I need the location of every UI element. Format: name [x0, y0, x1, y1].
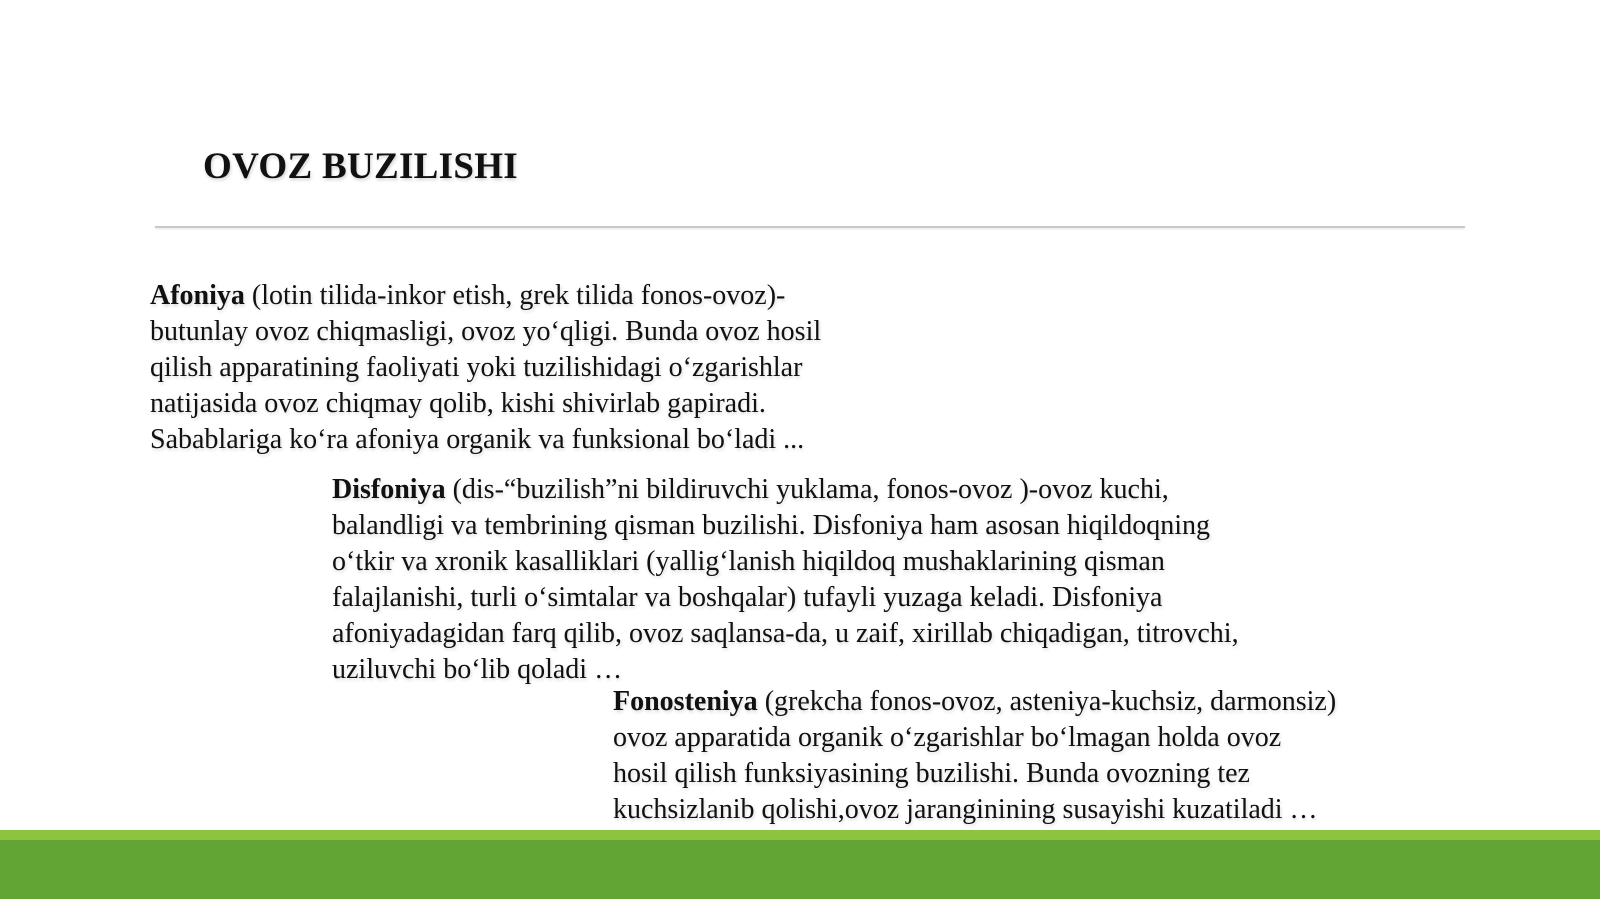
- paragraph-line: hosil qilish funksiyasining buzilishi. Bunda ovozning tez: [613, 758, 1250, 789]
- paragraph-line: natijasida ovoz chiqmay qolib, kishi shivirlab gapiradi.: [150, 388, 766, 419]
- line-text: (grekcha fonos-ovoz, asteniya-kuchsiz, darmonsiz): [757, 686, 1337, 717]
- paragraph-line: qilish apparatining faoliyati yoki tuzilishidagi o‘zgarishlar: [150, 352, 803, 383]
- footer-band: [0, 830, 1600, 899]
- paragraph-line: kuchsizlanib qolishi,ovoz jaranginining susayishi kuzatiladi …: [613, 794, 1318, 825]
- line-text: (dis-“buzilish”ni bildiruvchi yuklama, fonos-ovoz )-ovoz kuchi,: [445, 474, 1169, 505]
- paragraph-line: ovoz apparatida organik o‘zgarishlar bo‘lmagan holda ovoz: [613, 722, 1282, 753]
- paragraph-disfoniya: [332, 472, 1239, 688]
- title-divider: [155, 226, 1465, 228]
- paragraph-line: [150, 278, 821, 314]
- paragraph-line: Sabablariga ko‘ra afoniya organik va funksional bo‘ladi ...: [150, 424, 805, 455]
- paragraph-line: balandligi va tembrining qisman buzilishi. Disfoniya ham asosan hiqildoqning: [332, 510, 1210, 541]
- paragraph-line: afoniyadagidan farq qilib, ovoz saqlansa-da, u zaif, xirillab chiqadigan, titrovchi,: [332, 618, 1239, 649]
- footer-stripe: [0, 830, 1600, 840]
- term-fonosteniya: Fonosteniya: [613, 686, 758, 717]
- paragraph-line: [613, 684, 1336, 720]
- slide-title: OVOZ BUZILISHI: [203, 146, 518, 187]
- paragraph-line: [332, 472, 1239, 508]
- paragraph-afoniya: [150, 278, 821, 458]
- paragraph-line: butunlay ovoz chiqmasligi, ovoz yo‘qligi. Bunda ovoz hosil: [150, 316, 822, 347]
- paragraph-line: falajlanishi, turli o‘simtalar va boshqalar) tufayli yuzaga keladi. Disfoniya: [332, 582, 1163, 613]
- line-text: (lotin tilida-inkor etish, grek tilida fonos-ovoz)-: [244, 280, 786, 311]
- paragraph-line: uziluvchi bo‘lib qoladi …: [332, 654, 623, 685]
- term-afoniya: Afoniya: [150, 280, 245, 311]
- paragraph-fonosteniya: [613, 684, 1336, 828]
- term-disfoniya: Disfoniya: [332, 474, 446, 505]
- paragraph-line: o‘tkir va xronik kasalliklari (yallig‘lanish hiqildoq mushaklarining qisman: [332, 546, 1165, 577]
